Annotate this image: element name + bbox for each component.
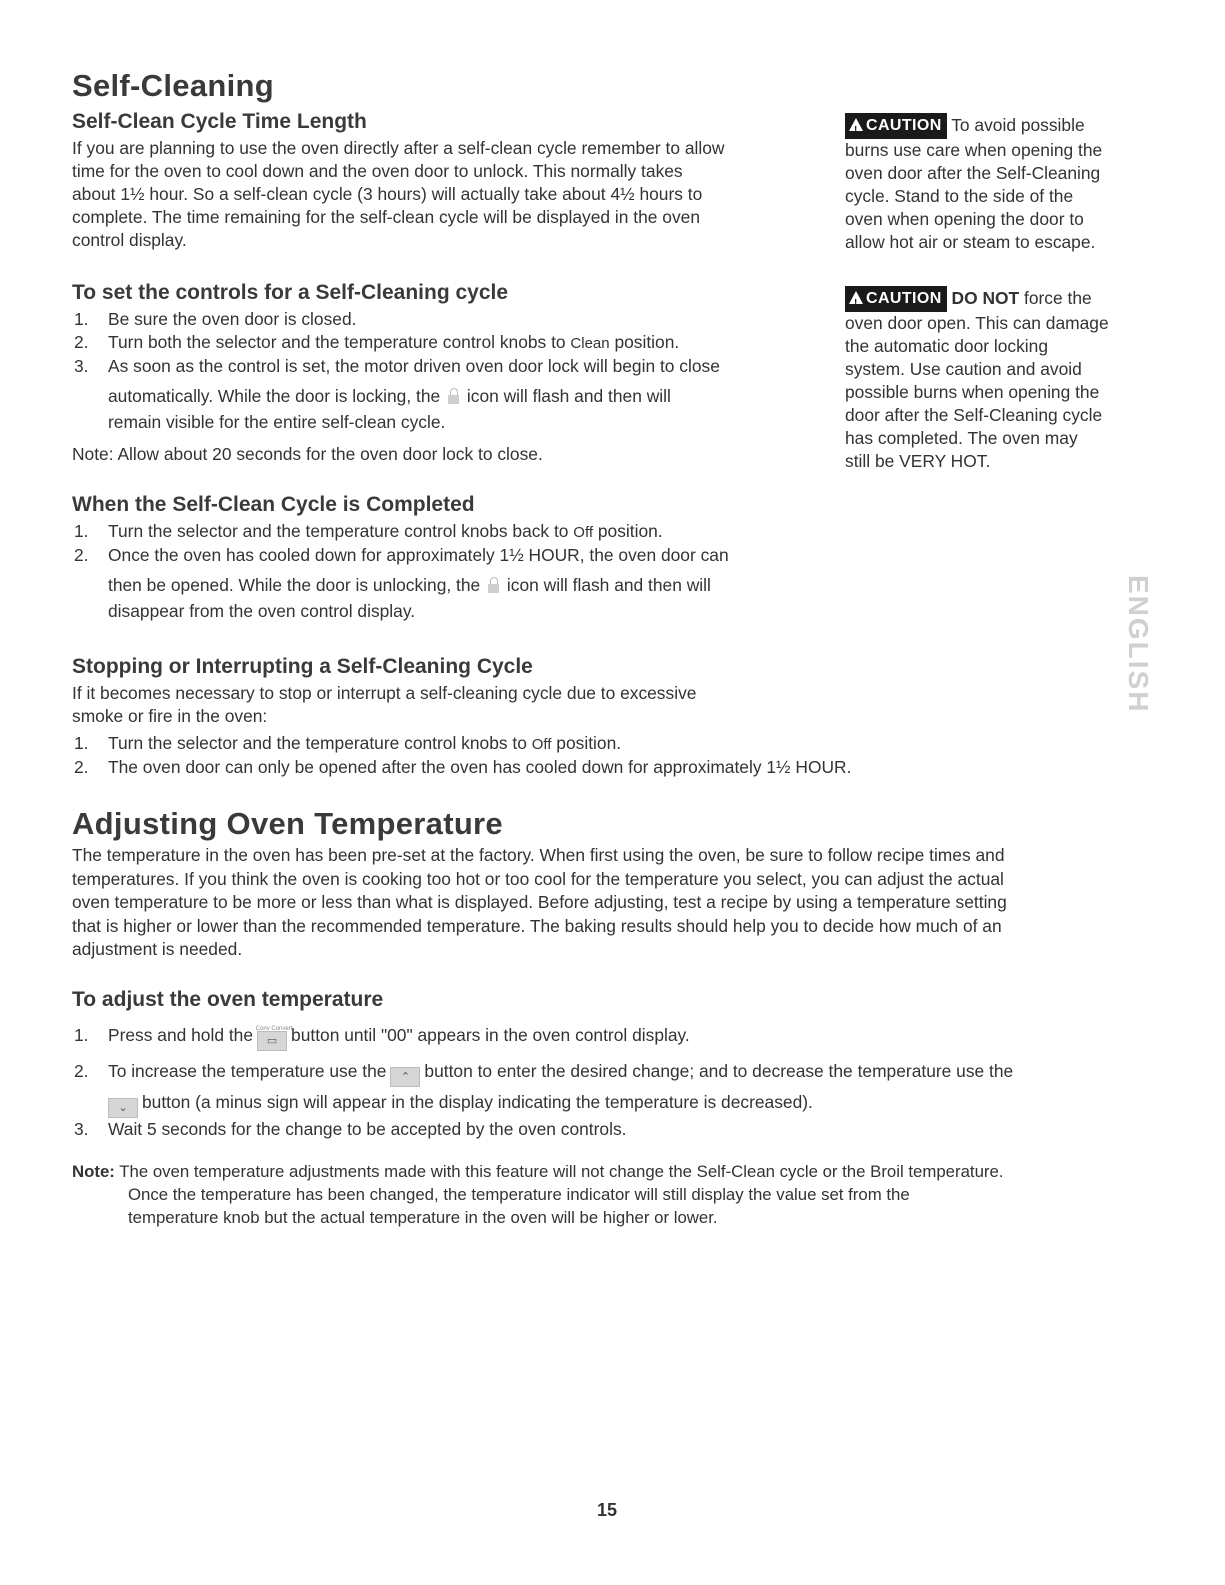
lock-icon xyxy=(447,388,460,404)
language-tab-label: ENGLISH xyxy=(1123,575,1154,714)
list-item: 2. To increase the temperature use the ⌃ button to enter the desired change; and to decrease the temperature use the xyxy=(72,1060,1162,1087)
set-controls-note: Note: Allow about 20 seconds for the oven door lock to close. xyxy=(72,444,543,464)
caution-badge: ! CAUTION xyxy=(845,286,947,312)
up-arrow-button-icon: ⌃ xyxy=(390,1067,420,1087)
adjusting-note: Note: The oven temperature adjustments made with this feature will not change the Self-Clean cycle or the Broil temperature. Once the temperature has been changed, the temperature indicator will still display the value set from the temperature knob but the actual temperature in the oven will be higher or lower. xyxy=(72,1162,1004,1227)
down-arrow-button-icon: ⌄ xyxy=(108,1098,138,1118)
completed-heading: When the Self-Clean Cycle is Completed xyxy=(72,493,475,516)
cycle-length-heading: Self-Clean Cycle Time Length xyxy=(72,110,367,133)
conv-convert-button-icon: Conv Convert ▭ xyxy=(257,1031,287,1051)
list-item: 1. Press and hold the Conv Convert ▭ button until "00" appears in the oven control display. xyxy=(72,1024,1162,1051)
caution-box-2: ! CAUTION DO NOT force the oven door open. This can damage the automatic door locking system. Use caution and avoid possible burns when opening the door after the Self-Cleaning cycle has completed. The oven may still be VERY HOT. xyxy=(845,288,1109,471)
stopping-heading: Stopping or Interrupting a Self-Cleaning Cycle xyxy=(72,655,533,678)
set-controls-steps: 1. Be sure the oven door is closed. 2. Turn both the selector and the temperature control knobs to Clean position. 3. As soon as the control is set, the motor driven oven door lock will begin to close automatically. While the door is locking, the icon will flash and then will remain visible for the entire self-clean cycle. Note: Allow about 20 seconds for the oven door lock to close. xyxy=(72,308,832,466)
to-adjust-steps: 1. Press and hold the Conv Convert ▭ button until "00" appears in the oven control display. 2. To increase the temperature use the ⌃ button to enter the desired change; and to decrease the temperature use the ⌄ button (a minus sign will appear in the display indicating the temperature is decreased). 3. Wait 5 seconds for the change to be accepted by the oven controls. xyxy=(72,1024,1162,1141)
page-title: Self-Cleaning xyxy=(72,68,274,103)
list-item: 1. Turn the selector and the temperature control knobs back to Off position. xyxy=(74,521,663,541)
list-item: 2. The oven door can only be opened after the oven has cooled down for approximately 1½ HOUR. xyxy=(74,757,852,777)
list-item: 3. Wait 5 seconds for the change to be accepted by the oven controls. xyxy=(74,1119,627,1139)
warning-icon: ! xyxy=(849,118,863,131)
list-item: 2. Once the oven has cooled down for approximately 1½ HOUR, the oven door can xyxy=(74,545,729,565)
caution-badge: ! CAUTION xyxy=(845,113,947,139)
adjusting-paragraph: The temperature in the oven has been pre-set at the factory. When first using the oven, be sure to follow recipe times and temperatures. If you think the oven is cooking too hot or too cool for the temperature you select, you can adjust the actual oven temperature to be more or less than what is displayed. Before adjusting, test a recipe by using a temperature setting that is higher or lower than the recommended temperature. The baking results should help you to decide how much of an adjustment is needed. xyxy=(72,845,1007,959)
to-adjust-heading: To adjust the oven temperature xyxy=(72,988,384,1011)
list-item: 1. Be sure the oven door is closed. xyxy=(74,309,357,329)
completed-steps: 1. Turn the selector and the temperature control knobs back to Off position. 2. Once the oven has cooled down for approximately 1½ HOUR, the oven door can then be opened. While the door is unlocking, the icon will flash and then will disappear from the oven control display. xyxy=(72,520,832,623)
warning-icon: ! xyxy=(849,291,863,304)
list-item: 3. As soon as the control is set, the motor driven oven door lock will begin to close xyxy=(74,356,720,376)
set-controls-heading: To set the controls for a Self-Cleaning cycle xyxy=(72,281,509,304)
stopping-section: If it becomes necessary to stop or interrupt a self-cleaning cycle due to excessive smoke or fire in the oven: 1. Turn the selector and the temperature control knobs to Off position. 2. The oven door can only be opened after the oven has cooled down for approximately 1½ HOUR. xyxy=(72,682,1072,779)
page-number: 15 xyxy=(597,1500,618,1520)
cycle-length-paragraph: If you are planning to use the oven directly after a self-clean cycle remember to allow time for the oven to cool down and the oven door to unlock. This normally takes about 1½ hour. So a self-clean cycle (3 hours) will actually take about 4½ hours to complete. The time remaining for the self-clean cycle will be displayed in the oven control display. xyxy=(72,138,725,250)
list-item: 2. Turn both the selector and the temperature control knobs to Clean position. xyxy=(74,332,680,352)
caution-box-1: ! CAUTION To avoid possible burns use care when opening the oven door after the Self-Cleaning cycle. Stand to the side of the oven when opening the door to allow hot air or steam to escape. xyxy=(845,115,1103,252)
list-item: 1. Turn the selector and the temperature control knobs to Off position. xyxy=(74,733,622,753)
adjusting-title: Adjusting Oven Temperature xyxy=(72,806,503,841)
unlock-icon xyxy=(487,577,500,593)
